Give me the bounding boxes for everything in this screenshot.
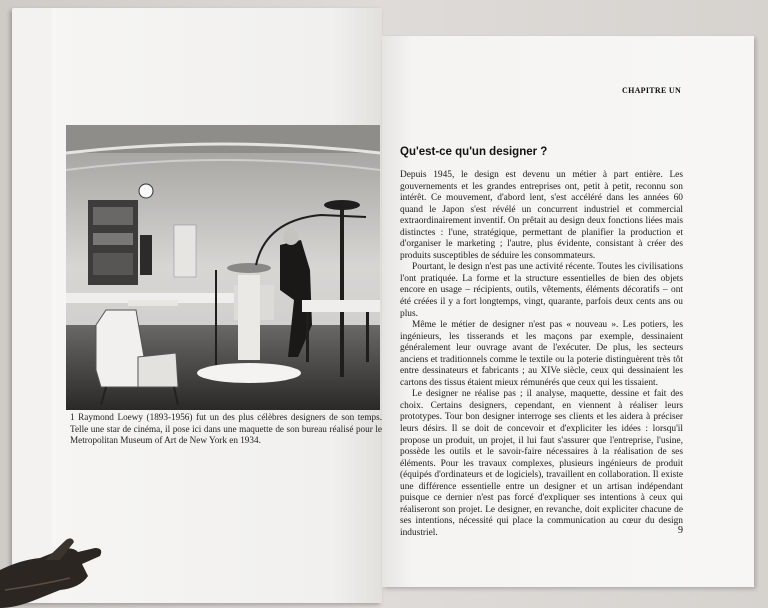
photo-caption: 1 Raymond Loewy (1893-1956) fut un des plus célèbres designers de son temps. Telle une star de cinéma, il pose ici dans une maquette de son bureau réalisé pour le Metropolitan Museum of Art de New York en 1934. [70, 412, 382, 446]
office-photograph [66, 125, 380, 410]
paragraph-3: Même le métier de designer n'est pas « nouveau ». Les potiers, les ingénieurs, les tisserands et les maçons par exemple, dessinaient généralement leur ouvrage avant de l'exécuter. De plus, les secteurs anciens et traditionnels comme le textile ou la poterie distinguèrent très tôt entre dessinateurs et fabricants ; au XIVe siècle, ceux qui dessinaient les cartons des tissus étaient mieux rémunérés que ceux qui les tissaient. [400, 320, 683, 388]
chapter-label: CHAPITRE UN [622, 86, 682, 95]
hand-sculpture-icon [0, 530, 110, 608]
paragraph-1: Depuis 1945, le design est devenu un métier à part entière. Les gouvernements et les grandes entreprises ont, petit à petit, reconnu son intérêt. Ce mouvement, d'abord lent, s'est accéléré dans les années 60 quand le Japon s'est révélé un concurrent industriel et commercial extraordinairement inventif. On prêtait au design deux fonctions liées mais distinctes : l'une, stratégique, permettant de planifier la production et d'organiser le marketing ; l'autre, plus évidente, consistant à créer des produits susceptibles de séduire les consommateurs. [400, 170, 683, 261]
paragraph-4: Le designer ne réalise pas ; il analyse, maquette, dessine et fait des choix. Certains designers, cependant, en viennent à réaliser leurs prototypes. Tour bon designer interroge ses clients et les aidera à préciser leurs désirs. Il se doit de concevoir et d'expliciter les idées : lorsqu'il propose un produit, un projet, il lui faut s'assurer que l'entreprise, l'usine, possède les outils et le savoir-faire nécessaires à la réalisation de ses éléments. Pour les travaux complexes, plusieurs ingénieurs de produit (équipés d'ordinateurs et de logiciels), travaillent en collaboration. Il existe une différence essentielle entre un designer et un artisan indépendant puisque ce dernier n'est pas forcé d'expliquer ses intentions à ceux qui réaliseront son projet. Le designer, en revanche, doit expliciter chacune de ses intentions, nécessité qui place la communication au cœur du design industriel. [400, 389, 683, 538]
section-heading: Qu'est-ce qu'un designer ? [400, 146, 548, 158]
photo-illustration [66, 125, 380, 410]
body-text [400, 170, 683, 540]
paragraph-2: Pourtant, le design n'est pas une activité récente. Toutes les civilisations l'ont pratiquée. La forme et la structure essentielles de bien des objets encore en usage – récipients, outils, vêtements, éléments décoratifs – ont été créées il y a fort longtemps, vingt, quarante, parfois deux cents ans ou plus. [400, 262, 683, 319]
page-number: 9 [678, 525, 683, 536]
